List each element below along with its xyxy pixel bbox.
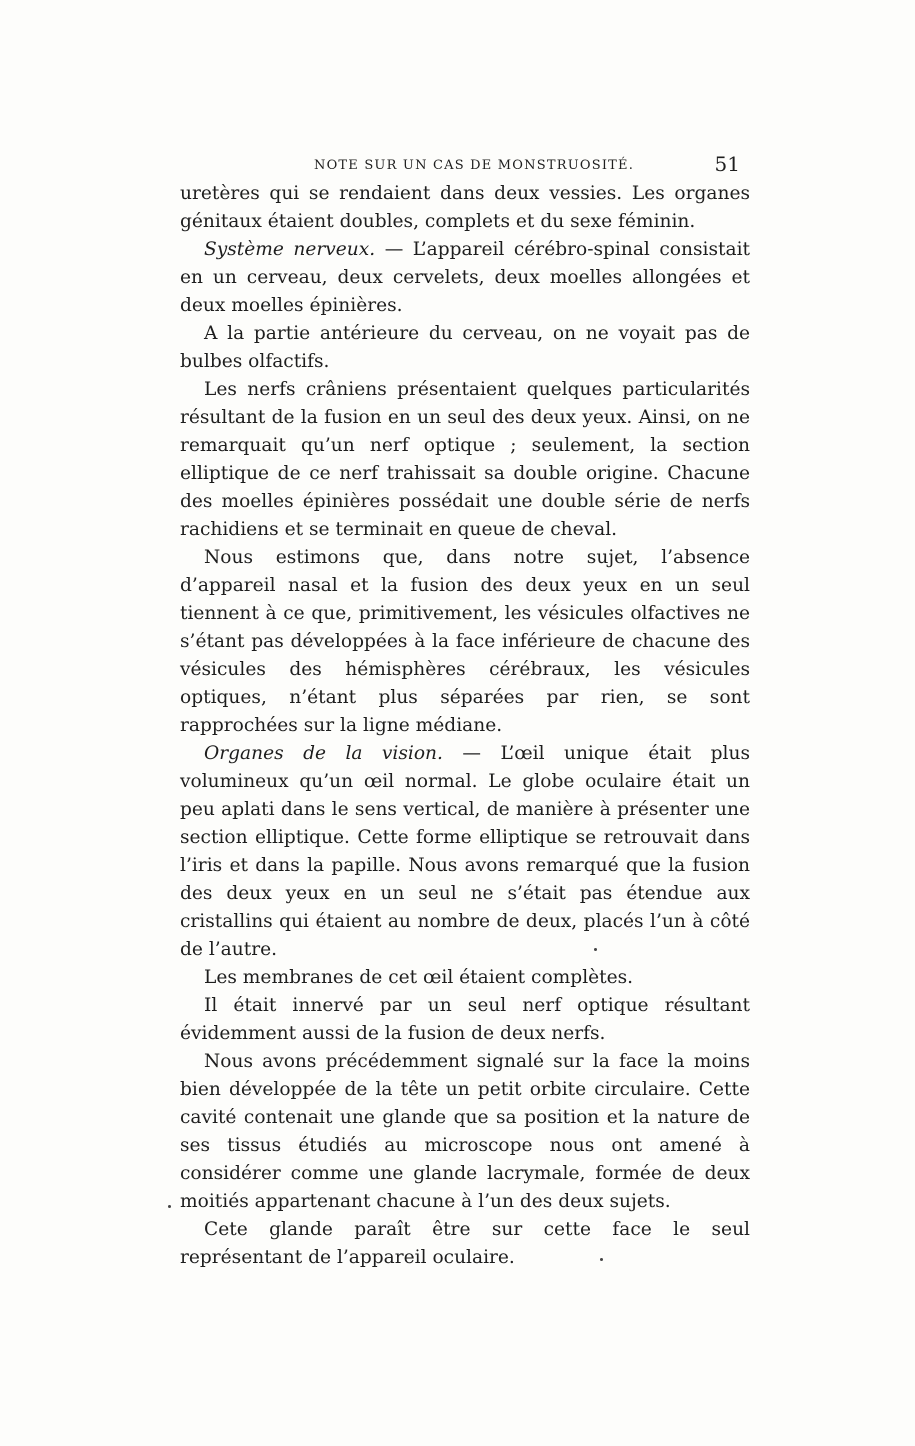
print-speck [168,1205,171,1208]
section-run-in-heading: Organes de la vision. [204,743,443,764]
paragraph-nerfs-craniens [180,376,750,544]
paragraph-systeme-nerveux [180,236,750,320]
paragraph-conclusion [180,1216,750,1272]
paragraph-text: — L’œil unique était plus volumineux qu’un œil normal. Le globe oculaire était un peu aplati dans le sens vertical, de manière à présenter une section elliptique. Cette forme elliptique se retrouvait dans l’iris et dans la papille. Nous avons remarqué que la fusion des deux yeux en un seul ne s’était pas étendue aux cristallins qui étaient au nombre de deux, placés l’un à côté de l’autre. [180,743,750,960]
paragraph-membranes [180,964,750,992]
paragraph-text: Cete glande paraît être sur cette face le seul représentant de l’appareil oculaire. [180,1219,750,1268]
paragraph-text: Les nerfs crâniens présentaient quelques particularités résultant de la fusion en un seul des deux yeux. Ainsi, on ne remarquait qu’un nerf optique ; seulement, la section elliptique de ce nerf trahissait sa double origine. Chacune des moelles épinières possédait une double série de nerfs rachidiens et se terminait en queue de cheval. [180,379,750,540]
paragraph-text: Nous avons précédemment signalé sur la face la moins bien développée de la tête un petit orbite circulaire. Cette cavité contenait une glande que sa position et la nature de ses tissus étudiés au microscope nous ont amené à considérer comme une glande lacrymale, formée de deux moitiés appartenant chacune à l’un des deux sujets. [180,1051,750,1212]
paragraph-text: Nous estimons que, dans notre sujet, l’absence d’appareil nasal et la fusion des deux yeux en un seul tiennent à ce que, primitivement, les vésicules olfactives ne s’étant pas développées à la face inférieure de chacune des vésicules des hémisphères cérébraux, les vésicules optiques, n’étant plus séparées par rien, se sont rapprochées sur la ligne médiane. [180,547,750,736]
paragraph-text: — L’appareil cérébro-spinal consistait en un cerveau, deux cervelets, deux moelles allongées et deux moelles épinières. [180,239,750,316]
paragraph-innerve [180,992,750,1048]
running-title: NOTE SUR UN CAS DE MONSTRUOSITÉ. [314,158,635,173]
paragraph-text: A la partie antérieure du cerveau, on ne voyait pas de bulbes olfactifs. [180,323,750,372]
paragraph-estimons [180,544,750,740]
running-head [180,150,750,180]
paragraph-text: Les membranes de cet œil étaient complètes. [204,967,634,988]
paragraph-text: uretères qui se rendaient dans deux vessies. Les organes génitaux étaient doubles, complets et du sexe féminin. [180,183,750,232]
body-text [180,180,750,1272]
page-number: 51 [714,152,740,176]
paragraph-bulbes [180,320,750,376]
paragraph-text: Il était innervé par un seul nerf optique résultant évidemment aussi de la fusion de deux nerfs. [180,995,750,1044]
section-run-in-heading: Système nerveux. [204,239,376,260]
paragraph-glande [180,1048,750,1216]
paragraph-organes-vision [180,740,750,964]
print-speck [600,1258,603,1261]
paragraph-continuation [180,180,750,236]
print-speck [594,948,597,951]
book-page [180,150,750,1272]
